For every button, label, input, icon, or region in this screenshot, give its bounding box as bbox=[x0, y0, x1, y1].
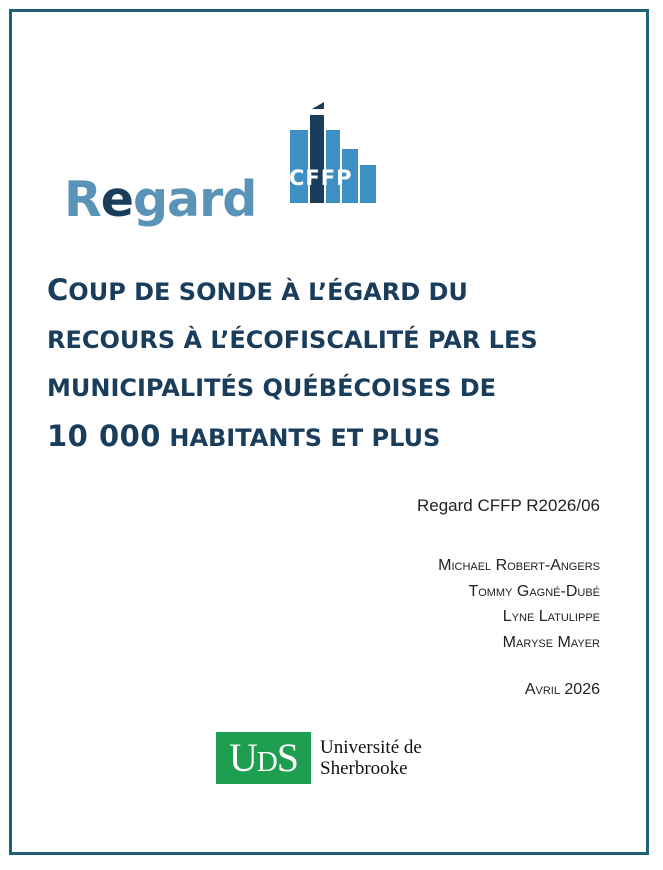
publication-date: Avril 2026 bbox=[524, 681, 600, 698]
title-line-2: RECOURS À L’ÉCOFISCALITÉ PAR LES bbox=[47, 326, 538, 354]
uds-logo-icon: UDS bbox=[216, 732, 311, 784]
author-list bbox=[438, 553, 600, 655]
author-name: Maryse Mayer bbox=[502, 633, 600, 651]
title-line-4: 10 000 HABITANTS ET PLUS bbox=[47, 419, 441, 453]
regard-cffp-logo bbox=[62, 95, 392, 235]
author-name: Michael Robert-Angers bbox=[438, 557, 600, 574]
author-name: Tommy Gagné-Dubé bbox=[468, 582, 600, 600]
title-line-3: MUNICIPALITÉS QUÉBÉCOISES DE bbox=[47, 374, 497, 402]
author-name: Lyne Latulippe bbox=[502, 608, 600, 625]
title-line-1: COUP DE SONDE À L’ÉGARD DU bbox=[47, 273, 468, 307]
report-identifier: Regard CFFP R2026/06 bbox=[416, 496, 600, 515]
logo-cffp-text: CFFP bbox=[289, 166, 353, 190]
document-title bbox=[47, 266, 607, 462]
logo-regard-text: Regard bbox=[64, 171, 257, 228]
university-name: Université de Sherbrooke bbox=[320, 737, 422, 779]
